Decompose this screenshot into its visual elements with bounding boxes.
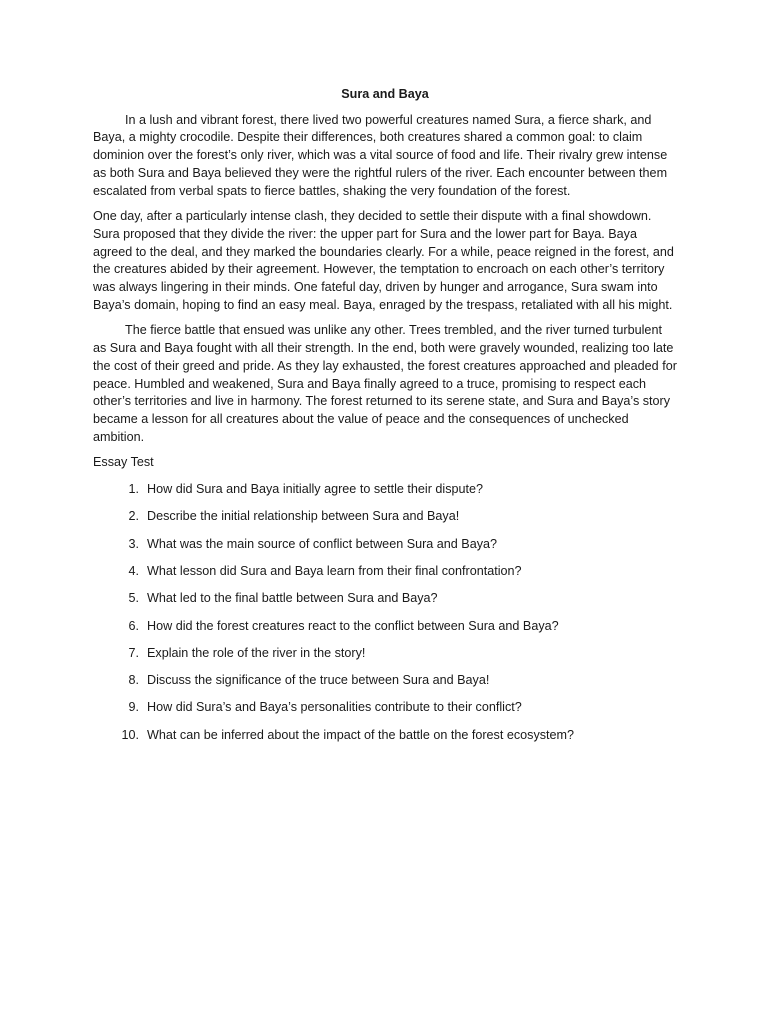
question-number: 1. — [128, 482, 139, 497]
question-item — [93, 536, 677, 554]
question-number: 10. — [121, 727, 139, 742]
story-paragraph-2: One day, after a particularly intense clash, they decided to settle their dispute with a final showdown. Sura proposed that they divide the river: the upper part for Sura and the lower part for Baya. Baya agreed to the deal, and they marked the boundaries clearly. For a while, peace reigned in the forest, and the creatures abided by their agreement. However, the temptation to encroach on each other’s territory was always lingering in their minds. One fateful day, driven by hunger and arrogance, Sura swam into Baya’s domain, hoping to find an easy meal. Baya, enraged by the trespass, retaliated with all his might. — [93, 209, 674, 312]
question-number: 6. — [128, 618, 139, 633]
question-number: 7. — [128, 645, 139, 660]
question-text: Describe the initial relationship between Sura and Baya! — [147, 509, 460, 524]
question-item — [93, 672, 677, 690]
essay-test-label: Essay Test — [93, 455, 154, 470]
question-number: 2. — [128, 509, 139, 524]
question-number: 9. — [128, 700, 139, 715]
question-number: 3. — [128, 536, 139, 551]
question-text: How did Sura’s and Baya’s personalities contribute to their conflict? — [147, 700, 522, 715]
question-item — [93, 699, 677, 717]
question-item — [93, 618, 677, 636]
question-number: 5. — [128, 591, 139, 606]
question-text: What led to the final battle between Sura and Baya? — [147, 591, 438, 606]
question-item — [93, 645, 677, 663]
question-item — [93, 590, 677, 608]
story-paragraph-1: In a lush and vibrant forest, there lived two powerful creatures named Sura, a fierce shark, and Baya, a mighty crocodile. Despite their differences, both creatures shared a common goal: to claim dominion over the forest’s only river, which was a vital source of food and life. Their rivalry grew intense as both Sura and Baya believed they were the rightful rulers of the river. Each encounter between them escalated from verbal spats to fierce battles, shaking the very foundation of the forest. — [93, 112, 668, 198]
document-title: Sura and Baya — [341, 87, 429, 101]
story-paragraph-3: The fierce battle that ensued was unlike any other. Trees trembled, and the river turned turbulent as Sura and Baya fought with all their strength. In the end, both were gravely wounded, realizing too late the cost of their greed and pride. As they lay exhausted, the forest creatures approached and pleaded for peace. Humbled and weakened, Sura and Baya finally agreed to a truce, promising to respect each other’s territories and live in harmony. The forest returned to its serene state, and Sura and Baya’s story became a lesson for all creatures about the value of peace and the consequences of unchecked ambition. — [93, 323, 677, 444]
question-text: How did the forest creatures react to the conflict between Sura and Baya? — [147, 618, 559, 633]
question-item — [93, 481, 677, 499]
question-item — [93, 727, 677, 745]
question-number: 8. — [128, 673, 139, 688]
question-text: Explain the role of the river in the story! — [147, 645, 366, 660]
question-text: What was the main source of conflict between Sura and Baya? — [147, 536, 498, 551]
question-item — [93, 563, 677, 581]
document-page — [93, 86, 677, 754]
question-text: What lesson did Sura and Baya learn from their final confrontation? — [147, 563, 522, 578]
question-text: What can be inferred about the impact of the battle on the forest ecosystem? — [147, 727, 575, 742]
question-list — [93, 481, 677, 744]
question-text: Discuss the significance of the truce between Sura and Baya! — [147, 673, 490, 688]
question-number: 4. — [128, 563, 139, 578]
question-text: How did Sura and Baya initially agree to settle their dispute? — [147, 482, 484, 497]
question-item — [93, 508, 677, 526]
